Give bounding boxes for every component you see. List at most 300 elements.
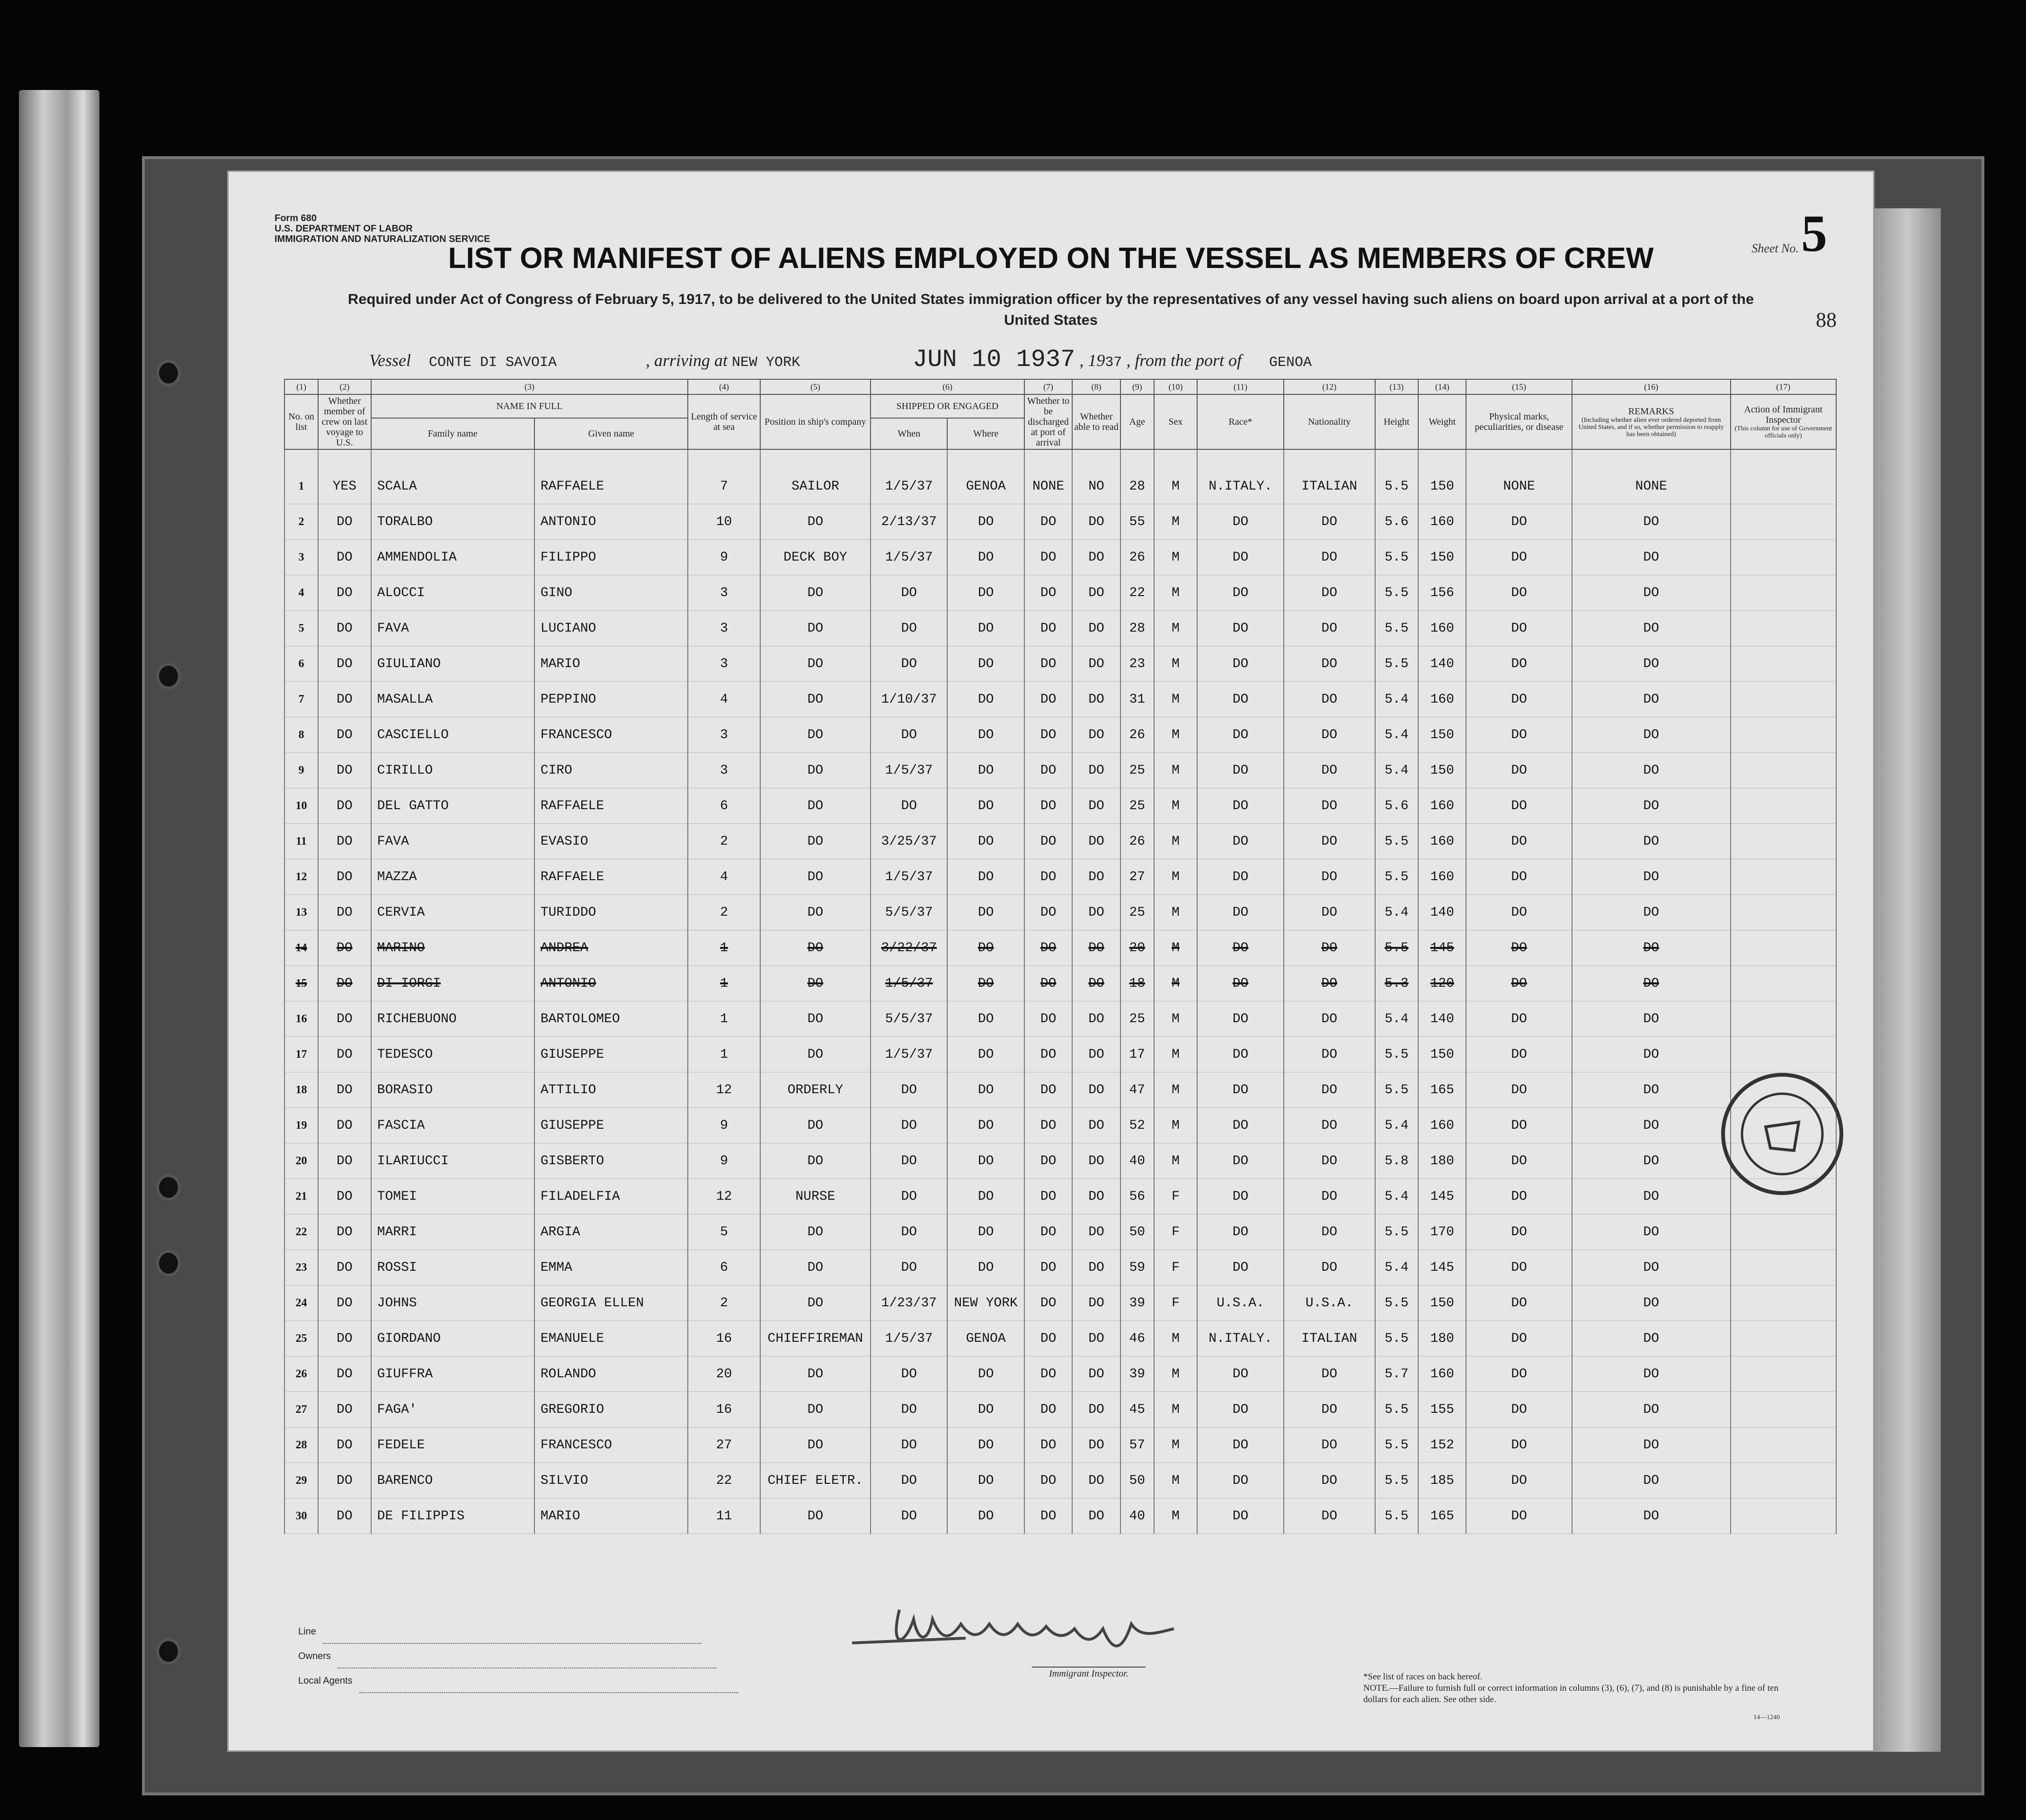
cell-physical: DO [1466,1463,1572,1499]
cell-weight: 145 [1418,930,1466,966]
cell-age: 26 [1120,717,1154,753]
vessel-name: CONTE DI SAVOIA [428,355,557,371]
crew-row [284,966,1836,1001]
cell-physical: DO [1466,895,1572,930]
cell-race: DO [1197,1250,1284,1285]
crew-row [284,1108,1836,1143]
cell-no: 30 [284,1499,318,1534]
cell-position: DO [760,1214,871,1250]
cell-race: DO [1197,895,1284,930]
cell-where: DO [947,1250,1024,1285]
cell-member: YES [318,449,371,504]
cell-nationality: DO [1284,1214,1375,1250]
cell-weight: 160 [1418,1108,1466,1143]
cell-race: DO [1197,682,1284,717]
cell-height: 5.5 [1375,1214,1418,1250]
cell-race: DO [1197,1001,1284,1037]
cell-action [1731,575,1836,611]
cell-height: 5.5 [1375,930,1418,966]
cell-action [1731,788,1836,824]
remarks-note: (Including whether alien ever ordered deported from United States, and if so, whether permission to reapply has been obtained) [1578,416,1724,438]
cell-nationality: DO [1284,966,1375,1001]
cell-remarks: DO [1572,1356,1731,1392]
cell-remarks: DO [1572,1463,1731,1499]
cell-read: DO [1072,540,1120,575]
cell-read: DO [1072,824,1120,859]
col-num: (14) [1418,379,1466,394]
cell-nationality: DO [1284,1356,1375,1392]
cell-no: 15 [284,966,318,1001]
cell-when: DO [871,1463,947,1499]
header-given: Given name [534,418,688,449]
cell-family: BORASIO [371,1072,534,1108]
cell-physical: DO [1466,1214,1572,1250]
cell-discharged: DO [1024,646,1072,682]
cell-remarks: DO [1572,1250,1731,1285]
cell-read: DO [1072,1356,1120,1392]
cell-height: 5.7 [1375,1356,1418,1392]
binder-hole [156,663,181,689]
cell-nationality: DO [1284,646,1375,682]
cell-position: CHIEFFIREMAN [760,1321,871,1356]
cell-sex: F [1154,1250,1197,1285]
cell-discharged: DO [1024,1321,1072,1356]
cell-length: 6 [688,788,760,824]
cell-position: DO [760,575,871,611]
cell-nationality: DO [1284,717,1375,753]
cell-action [1731,966,1836,1001]
cell-when: 1/5/37 [871,540,947,575]
cell-member: DO [318,1321,371,1356]
cell-sex: M [1154,966,1197,1001]
cell-read: DO [1072,930,1120,966]
cell-family: FEDELE [371,1427,534,1463]
cell-given: RAFFAELE [534,788,688,824]
cell-weight: 180 [1418,1321,1466,1356]
cell-read: DO [1072,1392,1120,1427]
cell-family: GIULIANO [371,646,534,682]
cell-remarks: DO [1572,753,1731,788]
cell-no: 25 [284,1321,318,1356]
cell-weight: 180 [1418,1143,1466,1179]
cell-sex: M [1154,1321,1197,1356]
cell-nationality: DO [1284,1179,1375,1214]
cell-no: 29 [284,1463,318,1499]
cell-age: 25 [1120,895,1154,930]
crew-row [284,1392,1836,1427]
footnote [1363,1671,1780,1705]
cell-read: NO [1072,449,1120,504]
action-note: (This column for use of Government officials only) [1734,425,1832,439]
cell-no: 2 [284,504,318,540]
cell-height: 5.5 [1375,1392,1418,1427]
cell-when: DO [871,717,947,753]
cell-race: DO [1197,1143,1284,1179]
cell-height: 5.8 [1375,1143,1418,1179]
cell-where: DO [947,966,1024,1001]
consulate-seal-icon [1718,1070,1846,1198]
cell-remarks: DO [1572,788,1731,824]
crew-manifest-table [284,379,1837,1534]
cell-where: GENOA [947,449,1024,504]
cell-where: DO [947,575,1024,611]
cell-sex: M [1154,1499,1197,1534]
cell-when: 1/23/37 [871,1285,947,1321]
cell-when: DO [871,575,947,611]
cell-nationality: ITALIAN [1284,1321,1375,1356]
cell-when: DO [871,1143,947,1179]
cell-position: NURSE [760,1179,871,1214]
cell-no: 16 [284,1001,318,1037]
cell-race: DO [1197,966,1284,1001]
cell-family: MARINO [371,930,534,966]
cell-position: DO [760,859,871,895]
cell-nationality: DO [1284,1250,1375,1285]
cell-height: 5.5 [1375,1037,1418,1072]
cell-action [1731,504,1836,540]
cell-remarks: DO [1572,1392,1731,1427]
cell-given: EMMA [534,1250,688,1285]
cell-when: DO [871,1392,947,1427]
arriving-port: NEW YORK [732,355,800,371]
line-field [298,1619,738,1644]
cell-age: 23 [1120,646,1154,682]
cell-remarks: NONE [1572,449,1731,504]
cell-family: AMMENDOLIA [371,540,534,575]
cell-discharged: DO [1024,1037,1072,1072]
cell-read: DO [1072,788,1120,824]
cell-length: 7 [688,449,760,504]
cell-race: DO [1197,646,1284,682]
vessel-line [369,346,1312,374]
crew-row [284,1037,1836,1072]
cell-where: GENOA [947,1321,1024,1356]
cell-sex: M [1154,540,1197,575]
header-length: Length of service at sea [688,394,760,449]
cell-remarks: DO [1572,504,1731,540]
cell-action [1731,859,1836,895]
cell-family: FASCIA [371,1108,534,1143]
header-no: No. on list [284,394,318,449]
cell-member: DO [318,753,371,788]
cell-read: DO [1072,1499,1120,1534]
cell-position: DO [760,1427,871,1463]
cell-height: 5.4 [1375,1001,1418,1037]
cell-given: EMANUELE [534,1321,688,1356]
cell-no: 19 [284,1108,318,1143]
cell-position: CHIEF ELETR. [760,1463,871,1499]
header-sex: Sex [1154,394,1197,449]
cell-height: 5.4 [1375,1250,1418,1285]
cell-member: DO [318,1179,371,1214]
cell-member: DO [318,788,371,824]
cell-length: 3 [688,611,760,646]
cell-given: FRANCESCO [534,1427,688,1463]
cell-family: CERVIA [371,895,534,930]
cell-weight: 150 [1418,449,1466,504]
cell-member: DO [318,1356,371,1392]
cell-family: ILARIUCCI [371,1143,534,1179]
cell-given: GREGORIO [534,1392,688,1427]
cell-where: DO [947,504,1024,540]
cell-given: FRANCESCO [534,717,688,753]
cell-family: CIRILLO [371,753,534,788]
cell-position: DO [760,1499,871,1534]
cell-sex: M [1154,646,1197,682]
cell-remarks: DO [1572,1143,1731,1179]
cell-where: DO [947,1037,1024,1072]
cell-member: DO [318,717,371,753]
cell-action [1731,1285,1836,1321]
cell-physical: DO [1466,1179,1572,1214]
cell-height: 5.4 [1375,682,1418,717]
cell-age: 45 [1120,1392,1154,1427]
crew-row [284,540,1836,575]
cell-where: DO [947,1179,1024,1214]
cell-read: DO [1072,1072,1120,1108]
cell-race: DO [1197,859,1284,895]
cell-action [1731,682,1836,717]
cell-when: DO [871,1356,947,1392]
cell-where: DO [947,1463,1024,1499]
crew-row [284,646,1836,682]
crew-row [284,1214,1836,1250]
crew-row [284,1321,1836,1356]
cell-discharged: DO [1024,1072,1072,1108]
col-num: (8) [1072,379,1120,394]
binder-hole [156,360,181,386]
cell-length: 3 [688,646,760,682]
crew-row [284,824,1836,859]
header-position: Position in ship's company [760,394,871,449]
cell-sex: M [1154,1427,1197,1463]
cell-weight: 150 [1418,717,1466,753]
cell-position: DO [760,1285,871,1321]
cell-weight: 160 [1418,611,1466,646]
cell-height: 5.6 [1375,504,1418,540]
cell-nationality: DO [1284,1143,1375,1179]
cell-age: 40 [1120,1143,1154,1179]
cell-read: DO [1072,1037,1120,1072]
binder-hole [156,1250,181,1276]
cell-length: 3 [688,575,760,611]
cell-height: 5.5 [1375,1463,1418,1499]
cell-member: DO [318,1250,371,1285]
cell-remarks: DO [1572,1072,1731,1108]
cell-age: 59 [1120,1250,1154,1285]
cell-position: DO [760,753,871,788]
cell-member: DO [318,646,371,682]
cell-race: DO [1197,1463,1284,1499]
crew-row [284,895,1836,930]
cell-when: 5/5/37 [871,895,947,930]
cell-sex: M [1154,788,1197,824]
cell-sex: M [1154,1463,1197,1499]
cell-member: DO [318,966,371,1001]
cell-length: 9 [688,540,760,575]
cell-race: DO [1197,611,1284,646]
cell-discharged: NONE [1024,449,1072,504]
document-subtitle: Required under Act of Congress of February 5, 1917, to be delivered to the United States immigration officer by the representatives of any vessel having such aliens on board upon arrival at a port of the United States [347,291,1754,328]
cell-race: DO [1197,930,1284,966]
cell-physical: DO [1466,1285,1572,1321]
cell-where: DO [947,1356,1024,1392]
col-num: (9) [1120,379,1154,394]
cell-position: DO [760,646,871,682]
cell-height: 5.5 [1375,1072,1418,1108]
cell-member: DO [318,1143,371,1179]
cell-member: DO [318,895,371,930]
cell-weight: 160 [1418,504,1466,540]
cell-family: ROSSI [371,1250,534,1285]
cell-given: TURIDDO [534,895,688,930]
page-number: 88 [1816,308,1837,331]
header-remarks [1572,394,1731,449]
cell-sex: F [1154,1285,1197,1321]
cell-sex: M [1154,1037,1197,1072]
cell-length: 2 [688,1285,760,1321]
cell-length: 20 [688,1356,760,1392]
cell-height: 5.5 [1375,1499,1418,1534]
cell-no: 3 [284,540,318,575]
header-age: Age [1120,394,1154,449]
cell-race: DO [1197,504,1284,540]
cell-physical: DO [1466,1001,1572,1037]
cell-weight: 170 [1418,1214,1466,1250]
cell-age: 50 [1120,1463,1154,1499]
cell-family: TORALBO [371,504,534,540]
cell-when: 1/5/37 [871,1321,947,1356]
cell-sex: M [1154,1072,1197,1108]
cell-weight: 165 [1418,1072,1466,1108]
cell-discharged: DO [1024,824,1072,859]
cell-position: DO [760,611,871,646]
line-blank [323,1630,702,1644]
cell-discharged: DO [1024,1392,1072,1427]
cell-weight: 165 [1418,1499,1466,1534]
crew-row [284,1463,1836,1499]
cell-given: MARIO [534,1499,688,1534]
cell-race: DO [1197,1392,1284,1427]
cell-discharged: DO [1024,682,1072,717]
cell-position: DO [760,504,871,540]
cell-where: DO [947,1143,1024,1179]
cell-where: DO [947,753,1024,788]
cell-discharged: DO [1024,1001,1072,1037]
cell-length: 4 [688,682,760,717]
col-num: (16) [1572,379,1731,394]
cell-read: DO [1072,1285,1120,1321]
cell-where: DO [947,646,1024,682]
cell-weight: 160 [1418,824,1466,859]
cell-nationality: DO [1284,1108,1375,1143]
crew-row [284,788,1836,824]
cell-discharged: DO [1024,1285,1072,1321]
cell-when: DO [871,611,947,646]
cell-remarks: DO [1572,646,1731,682]
cell-length: 12 [688,1179,760,1214]
cell-when: DO [871,1250,947,1285]
cell-length: 9 [688,1143,760,1179]
cell-read: DO [1072,504,1120,540]
cell-family: GIORDANO [371,1321,534,1356]
cell-height: 5.3 [1375,966,1418,1001]
cell-remarks: DO [1572,859,1731,895]
crew-row [284,1179,1836,1214]
header-name: NAME IN FULL [371,394,688,418]
cell-where: DO [947,1214,1024,1250]
cell-age: 28 [1120,611,1154,646]
cell-discharged: DO [1024,930,1072,966]
cell-length: 27 [688,1427,760,1463]
cell-age: 25 [1120,1001,1154,1037]
header-nationality: Nationality [1284,394,1375,449]
form-number: Form 680 [275,213,317,223]
cell-given: SILVIO [534,1463,688,1499]
cell-where: DO [947,611,1024,646]
cell-read: DO [1072,1108,1120,1143]
cell-action [1731,1427,1836,1463]
cell-age: 57 [1120,1427,1154,1463]
cell-position: DECK BOY [760,540,871,575]
cell-discharged: DO [1024,753,1072,788]
crew-row [284,717,1836,753]
agents-blank [359,1679,738,1693]
cell-weight: 145 [1418,1179,1466,1214]
col-num: (4) [688,379,760,394]
cell-remarks: DO [1572,682,1731,717]
cell-remarks: DO [1572,540,1731,575]
service-name: IMMIGRATION AND NATURALIZATION SERVICE [275,234,490,244]
cell-nationality: DO [1284,1037,1375,1072]
col-num: (17) [1731,379,1836,394]
cell-family: DI IORGI [371,966,534,1001]
cell-family: DEL GATTO [371,788,534,824]
header-when: When [871,418,947,449]
cell-member: DO [318,1001,371,1037]
crew-row [284,1285,1836,1321]
line-label: Line [298,1626,316,1637]
cell-when: 3/22/37 [871,930,947,966]
cell-when: DO [871,1427,947,1463]
cell-position: DO [760,930,871,966]
cell-given: ANTONIO [534,504,688,540]
cell-physical: DO [1466,1427,1572,1463]
cell-given: GINO [534,575,688,611]
cell-height: 5.5 [1375,449,1418,504]
cell-race: DO [1197,1037,1284,1072]
binder-strip-right [1875,208,1941,1752]
cell-length: 16 [688,1392,760,1427]
cell-given: FILADELFIA [534,1179,688,1214]
cell-action [1731,1392,1836,1427]
year-label: , 19 [1079,351,1105,370]
cell-given: FILIPPO [534,540,688,575]
cell-length: 22 [688,1463,760,1499]
cell-family: SCALA [371,449,534,504]
cell-action [1731,449,1836,504]
cell-height: 5.5 [1375,1427,1418,1463]
cell-remarks: DO [1572,575,1731,611]
cell-given: ATTILIO [534,1072,688,1108]
cell-member: DO [318,1108,371,1143]
cell-given: PEPPINO [534,682,688,717]
cell-discharged: DO [1024,859,1072,895]
cell-age: 27 [1120,859,1154,895]
cell-given: ARGIA [534,1214,688,1250]
cell-physical: DO [1466,1072,1572,1108]
cell-height: 5.4 [1375,1108,1418,1143]
